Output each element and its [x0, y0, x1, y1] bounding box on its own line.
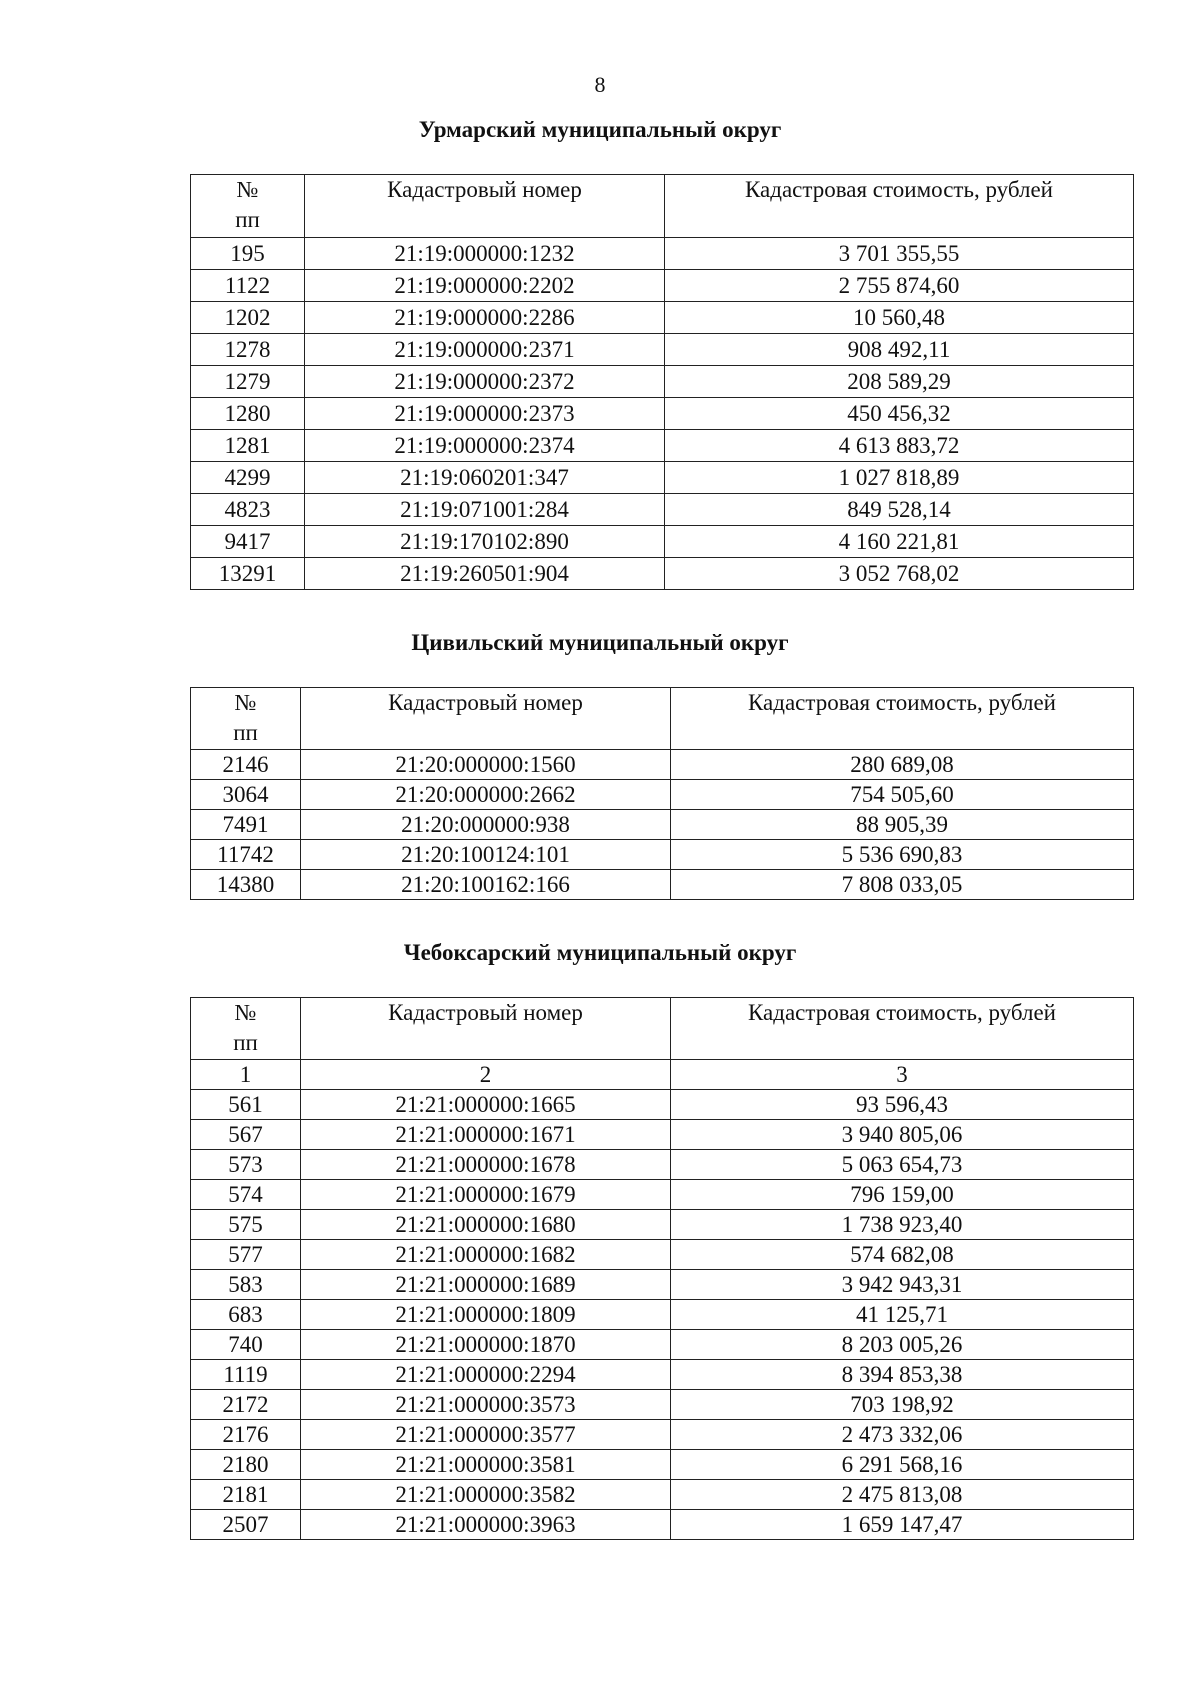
cell-num: 2146 — [191, 750, 301, 780]
cell-cadastral-value: 4 613 883,72 — [665, 430, 1134, 462]
section-title-cheboksary: Чебоксарский муниципальный округ — [403, 940, 797, 965]
cell-cadastral-number: 21:19:060201:347 — [305, 462, 665, 494]
cell-num: 3064 — [191, 780, 301, 810]
cell-num: 2172 — [191, 1390, 301, 1420]
cell-cadastral-number: 21:19:000000:2371 — [305, 334, 665, 366]
table-row — [191, 1180, 1134, 1210]
header-num — [191, 998, 301, 1060]
table-row — [191, 1300, 1134, 1330]
cell-num: 1119 — [191, 1360, 301, 1390]
cell-cadastral-number: 21:21:000000:3573 — [301, 1390, 671, 1420]
cell-cadastral-number: 21:19:000000:1232 — [305, 238, 665, 270]
cell-cadastral-value: 754 505,60 — [671, 780, 1134, 810]
cell-num: 583 — [191, 1270, 301, 1300]
table-row — [191, 558, 1134, 590]
table-row — [191, 870, 1134, 900]
table-row — [191, 302, 1134, 334]
cell-cadastral-value: 2 475 813,08 — [671, 1480, 1134, 1510]
cell-cadastral-value: 703 198,92 — [671, 1390, 1134, 1420]
page-number: 8 — [594, 72, 606, 97]
cell-cadastral-value: 3 942 943,31 — [671, 1270, 1134, 1300]
cell-num: 4823 — [191, 494, 305, 526]
cell-cadastral-number: 21:20:100124:101 — [301, 840, 671, 870]
cell-num: 2180 — [191, 1450, 301, 1480]
cell-cadastral-value: 8 203 005,26 — [671, 1330, 1134, 1360]
table-row — [191, 840, 1134, 870]
cadastral-table-tsivilsk — [190, 687, 1134, 900]
header-cadastral-value: Кадастровая стоимость, рублей — [671, 688, 1134, 750]
table-row — [191, 430, 1134, 462]
column-index-row — [191, 1060, 1134, 1090]
cell-cadastral-number: 21:21:000000:3963 — [301, 1510, 671, 1540]
table-row — [191, 1270, 1134, 1300]
cell-cadastral-number: 21:19:000000:2202 — [305, 270, 665, 302]
cell-num: 2507 — [191, 1510, 301, 1540]
cadastral-table-cheboksary — [190, 997, 1134, 1540]
cell-cadastral-number: 21:20:000000:938 — [301, 810, 671, 840]
header-num — [191, 688, 301, 750]
cell-cadastral-number: 21:21:000000:1870 — [301, 1330, 671, 1360]
cell-num: 7491 — [191, 810, 301, 840]
cell-num: 1281 — [191, 430, 305, 462]
table-row — [191, 1210, 1134, 1240]
table-row — [191, 1480, 1134, 1510]
cell-cadastral-number: 21:19:000000:2286 — [305, 302, 665, 334]
section-title-urmary: Урмарский муниципальный округ — [418, 117, 782, 142]
cell-cadastral-number: 21:21:000000:1689 — [301, 1270, 671, 1300]
cell-cadastral-number: 21:20:000000:1560 — [301, 750, 671, 780]
header-cadastral-number: Кадастровый номер — [305, 175, 665, 238]
cell-cadastral-number: 21:20:100162:166 — [301, 870, 671, 900]
cell-cadastral-value: 2 473 332,06 — [671, 1420, 1134, 1450]
column-index-cell: 2 — [301, 1060, 671, 1090]
cell-num: 1202 — [191, 302, 305, 334]
header-num-line2: пп — [235, 207, 260, 232]
header-cadastral-value: Кадастровая стоимость, рублей — [671, 998, 1134, 1060]
column-index-cell: 1 — [191, 1060, 301, 1090]
cell-num: 1280 — [191, 398, 305, 430]
table-header-row — [191, 998, 1134, 1060]
header-cadastral-value: Кадастровая стоимость, рублей — [665, 175, 1134, 238]
section-title-tsivilsk: Цивильский муниципальный округ — [411, 630, 789, 655]
table-header-row — [191, 175, 1134, 238]
cell-cadastral-value: 1 738 923,40 — [671, 1210, 1134, 1240]
cell-cadastral-number: 21:21:000000:1679 — [301, 1180, 671, 1210]
cell-cadastral-value: 1 659 147,47 — [671, 1510, 1134, 1540]
cell-cadastral-number: 21:19:000000:2373 — [305, 398, 665, 430]
header-num-line1: № — [236, 177, 259, 202]
cell-cadastral-value: 450 456,32 — [665, 398, 1134, 430]
table-row — [191, 1240, 1134, 1270]
cell-cadastral-value: 41 125,71 — [671, 1300, 1134, 1330]
table-row — [191, 1150, 1134, 1180]
cell-cadastral-value: 2 755 874,60 — [665, 270, 1134, 302]
cell-cadastral-number: 21:21:000000:3581 — [301, 1450, 671, 1480]
cell-num: 561 — [191, 1090, 301, 1120]
cell-cadastral-number: 21:21:000000:3577 — [301, 1420, 671, 1450]
table-row — [191, 494, 1134, 526]
header-num-line1: № — [234, 1000, 257, 1025]
cell-num: 575 — [191, 1210, 301, 1240]
cell-num: 577 — [191, 1240, 301, 1270]
table-row — [191, 366, 1134, 398]
header-cadastral-number: Кадастровый номер — [301, 998, 671, 1060]
cell-cadastral-value: 93 596,43 — [671, 1090, 1134, 1120]
table-row — [191, 334, 1134, 366]
cell-cadastral-number: 21:21:000000:1665 — [301, 1090, 671, 1120]
cell-cadastral-value: 908 492,11 — [665, 334, 1134, 366]
cell-num: 2176 — [191, 1420, 301, 1450]
cell-num: 573 — [191, 1150, 301, 1180]
table-row — [191, 526, 1134, 558]
cell-cadastral-number: 21:21:000000:1809 — [301, 1300, 671, 1330]
table-row — [191, 1510, 1134, 1540]
cell-num: 740 — [191, 1330, 301, 1360]
cell-cadastral-value: 849 528,14 — [665, 494, 1134, 526]
cell-cadastral-value: 1 027 818,89 — [665, 462, 1134, 494]
table-row — [191, 750, 1134, 780]
cell-cadastral-value: 7 808 033,05 — [671, 870, 1134, 900]
table-row — [191, 1450, 1134, 1480]
cell-num: 13291 — [191, 558, 305, 590]
table-row — [191, 1360, 1134, 1390]
cell-cadastral-value: 5 536 690,83 — [671, 840, 1134, 870]
table-row — [191, 810, 1134, 840]
cell-num: 1279 — [191, 366, 305, 398]
cell-cadastral-number: 21:20:000000:2662 — [301, 780, 671, 810]
cell-num: 1122 — [191, 270, 305, 302]
cell-cadastral-number: 21:21:000000:1680 — [301, 1210, 671, 1240]
table-header-row — [191, 688, 1134, 750]
cell-cadastral-value: 4 160 221,81 — [665, 526, 1134, 558]
table-row — [191, 1120, 1134, 1150]
header-num — [191, 175, 305, 238]
cell-cadastral-value: 3 940 805,06 — [671, 1120, 1134, 1150]
cell-cadastral-number: 21:19:071001:284 — [305, 494, 665, 526]
table-row — [191, 462, 1134, 494]
cell-cadastral-value: 10 560,48 — [665, 302, 1134, 334]
cell-cadastral-number: 21:21:000000:3582 — [301, 1480, 671, 1510]
table-row — [191, 1420, 1134, 1450]
cell-cadastral-value: 208 589,29 — [665, 366, 1134, 398]
cell-cadastral-value: 280 689,08 — [671, 750, 1134, 780]
table-row — [191, 1390, 1134, 1420]
table-row — [191, 238, 1134, 270]
cell-cadastral-value: 796 159,00 — [671, 1180, 1134, 1210]
cell-cadastral-value: 3 701 355,55 — [665, 238, 1134, 270]
cell-cadastral-value: 5 063 654,73 — [671, 1150, 1134, 1180]
cell-num: 9417 — [191, 526, 305, 558]
cell-cadastral-value: 6 291 568,16 — [671, 1450, 1134, 1480]
table-row — [191, 270, 1134, 302]
table-row — [191, 1090, 1134, 1120]
header-cadastral-number: Кадастровый номер — [301, 688, 671, 750]
cell-cadastral-number: 21:19:260501:904 — [305, 558, 665, 590]
cell-cadastral-number: 21:21:000000:2294 — [301, 1360, 671, 1390]
cell-cadastral-number: 21:21:000000:1682 — [301, 1240, 671, 1270]
cell-num: 4299 — [191, 462, 305, 494]
cell-cadastral-value: 8 394 853,38 — [671, 1360, 1134, 1390]
cell-cadastral-number: 21:19:000000:2372 — [305, 366, 665, 398]
cell-num: 683 — [191, 1300, 301, 1330]
cell-cadastral-value: 3 052 768,02 — [665, 558, 1134, 590]
cadastral-table-urmary — [190, 174, 1134, 590]
table-row — [191, 780, 1134, 810]
header-num-line2: пп — [233, 1030, 258, 1055]
cell-num: 1278 — [191, 334, 305, 366]
table-row — [191, 398, 1134, 430]
column-index-cell: 3 — [671, 1060, 1134, 1090]
cell-cadastral-number: 21:19:170102:890 — [305, 526, 665, 558]
cell-num: 14380 — [191, 870, 301, 900]
header-num-line2: пп — [233, 720, 258, 745]
table-row — [191, 1330, 1134, 1360]
cell-num: 195 — [191, 238, 305, 270]
cell-cadastral-number: 21:21:000000:1671 — [301, 1120, 671, 1150]
cell-cadastral-value: 88 905,39 — [671, 810, 1134, 840]
cell-num: 567 — [191, 1120, 301, 1150]
cell-num: 2181 — [191, 1480, 301, 1510]
cell-num: 11742 — [191, 840, 301, 870]
cell-cadastral-number: 21:21:000000:1678 — [301, 1150, 671, 1180]
cell-num: 574 — [191, 1180, 301, 1210]
cell-cadastral-number: 21:19:000000:2374 — [305, 430, 665, 462]
header-num-line1: № — [234, 690, 257, 715]
cell-cadastral-value: 574 682,08 — [671, 1240, 1134, 1270]
